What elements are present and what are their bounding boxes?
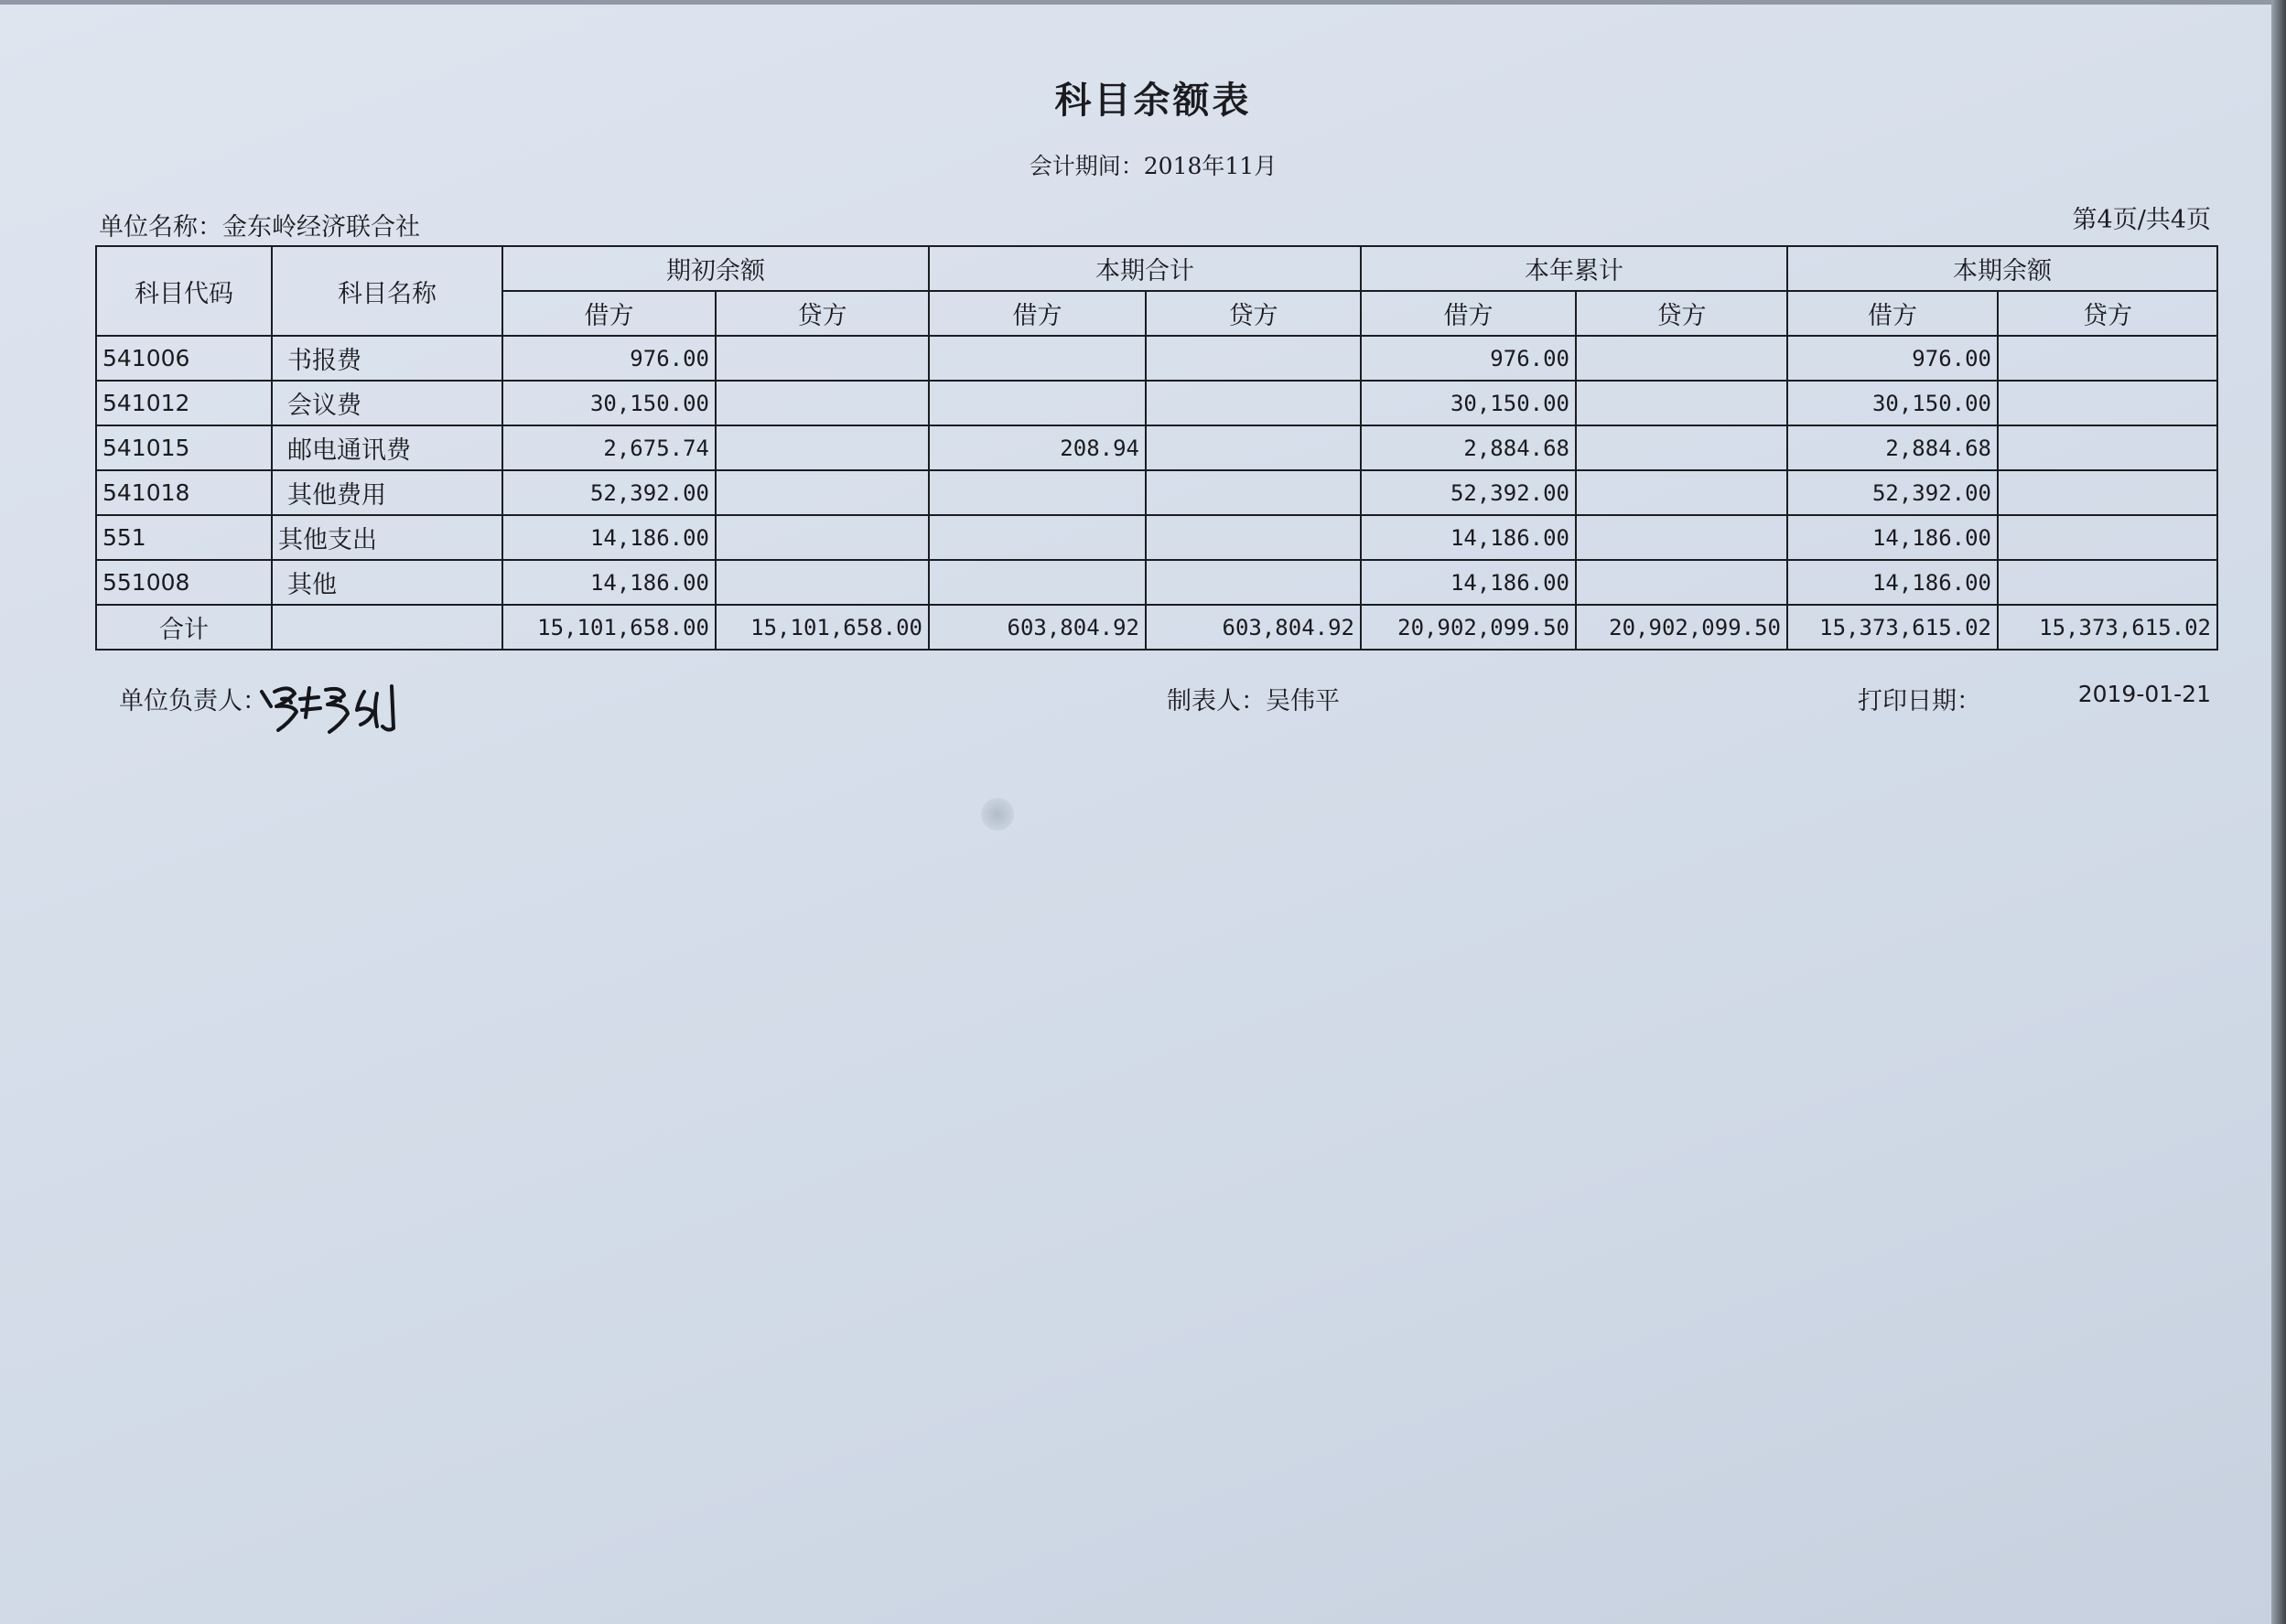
print-date: 2019-01-21 bbox=[2077, 681, 2211, 707]
total-label: 合计 bbox=[96, 605, 272, 650]
account-name: 会议费 bbox=[272, 381, 502, 425]
period-credit bbox=[1146, 470, 1361, 515]
table-row bbox=[96, 560, 2217, 605]
page-title: 科目余额表 bbox=[1054, 80, 1252, 122]
closing-credit bbox=[1998, 560, 2217, 605]
total-period-credit: 603,804.92 bbox=[1146, 605, 1361, 650]
paper-smudge bbox=[981, 798, 1014, 831]
opening-credit bbox=[716, 425, 929, 470]
total-ytd-credit: 20,902,099.50 bbox=[1576, 605, 1787, 650]
header-credit: 贷方 bbox=[716, 291, 929, 336]
header-opening-balance: 期初余额 bbox=[502, 246, 929, 291]
paper-top-edge bbox=[0, 0, 2286, 5]
unit-name: 单位名称：金东岭经济联合社 bbox=[99, 213, 420, 242]
period-debit bbox=[929, 381, 1146, 425]
ytd-credit bbox=[1576, 560, 1787, 605]
period-credit bbox=[1146, 381, 1361, 425]
ytd-credit bbox=[1576, 336, 1787, 381]
total-opening-credit: 15,101,658.00 bbox=[716, 605, 929, 650]
ytd-debit: 14,186.00 bbox=[1361, 515, 1576, 560]
account-code: 541015 bbox=[96, 425, 272, 470]
total-closing-debit: 15,373,615.02 bbox=[1787, 605, 1998, 650]
opening-credit bbox=[716, 336, 929, 381]
header-year-to-date: 本年累计 bbox=[1361, 246, 1787, 291]
header-debit: 借方 bbox=[929, 291, 1146, 336]
closing-credit bbox=[1998, 336, 2217, 381]
opening-credit bbox=[716, 470, 929, 515]
account-name: 书报费 bbox=[272, 336, 502, 381]
closing-credit bbox=[1998, 381, 2217, 425]
period-debit bbox=[929, 336, 1146, 381]
header-debit: 借方 bbox=[502, 291, 716, 336]
ytd-debit: 976.00 bbox=[1361, 336, 1576, 381]
account-code: 541018 bbox=[96, 470, 272, 515]
header-credit: 贷方 bbox=[1998, 291, 2217, 336]
table-row bbox=[96, 470, 2217, 515]
ytd-debit: 14,186.00 bbox=[1361, 560, 1576, 605]
opening-debit: 52,392.00 bbox=[502, 470, 716, 515]
closing-debit: 2,884.68 bbox=[1787, 425, 1998, 470]
opening-debit: 976.00 bbox=[502, 336, 716, 381]
period-debit bbox=[929, 560, 1146, 605]
ytd-credit bbox=[1576, 381, 1787, 425]
handwritten-signature-icon bbox=[258, 679, 423, 743]
table-maker: 制表人：吴伟平 bbox=[1167, 687, 1340, 715]
account-code: 551 bbox=[96, 515, 272, 560]
opening-debit: 14,186.00 bbox=[502, 515, 716, 560]
print-date-label: 打印日期： bbox=[1858, 687, 1981, 715]
opening-credit bbox=[716, 560, 929, 605]
total-row bbox=[96, 605, 2217, 650]
total-opening-debit: 15,101,658.00 bbox=[502, 605, 716, 650]
closing-debit: 30,150.00 bbox=[1787, 381, 1998, 425]
header-row-groups bbox=[96, 246, 2217, 291]
period-credit bbox=[1146, 425, 1361, 470]
total-ytd-debit: 20,902,099.50 bbox=[1361, 605, 1576, 650]
period-debit bbox=[929, 470, 1146, 515]
total-closing-credit: 15,373,615.02 bbox=[1998, 605, 2217, 650]
period-debit: 208.94 bbox=[929, 425, 1146, 470]
opening-debit: 2,675.74 bbox=[502, 425, 716, 470]
account-name: 其他支出 bbox=[272, 515, 502, 560]
account-code: 541006 bbox=[96, 336, 272, 381]
paper-right-edge bbox=[2271, 0, 2286, 1624]
account-name: 其他 bbox=[272, 560, 502, 605]
closing-credit bbox=[1998, 515, 2217, 560]
header-account-code: 科目代码 bbox=[96, 246, 272, 336]
opening-debit: 14,186.00 bbox=[502, 560, 716, 605]
header-closing-balance: 本期余额 bbox=[1787, 246, 2217, 291]
accounting-period: 会计期间：2018年11月 bbox=[1029, 153, 1278, 179]
header-credit: 贷方 bbox=[1146, 291, 1361, 336]
account-name: 其他费用 bbox=[272, 470, 502, 515]
total-period-debit: 603,804.92 bbox=[929, 605, 1146, 650]
header-debit: 借方 bbox=[1787, 291, 1998, 336]
table-row bbox=[96, 515, 2217, 560]
ytd-debit: 2,884.68 bbox=[1361, 425, 1576, 470]
header-period-total: 本期合计 bbox=[929, 246, 1361, 291]
ytd-debit: 52,392.00 bbox=[1361, 470, 1576, 515]
opening-credit bbox=[716, 515, 929, 560]
account-name: 邮电通讯费 bbox=[272, 425, 502, 470]
closing-debit: 14,186.00 bbox=[1787, 515, 1998, 560]
header-account-name: 科目名称 bbox=[272, 246, 502, 336]
total-name-empty bbox=[272, 605, 502, 650]
closing-credit bbox=[1998, 425, 2217, 470]
table-row bbox=[96, 425, 2217, 470]
unit-leader-label: 单位负责人： bbox=[119, 687, 267, 715]
account-code: 541012 bbox=[96, 381, 272, 425]
period-debit bbox=[929, 515, 1146, 560]
closing-credit bbox=[1998, 470, 2217, 515]
closing-debit: 52,392.00 bbox=[1787, 470, 1998, 515]
period-credit bbox=[1146, 560, 1361, 605]
header-debit: 借方 bbox=[1361, 291, 1576, 336]
table-row bbox=[96, 336, 2217, 381]
page-number: 第4页/共4页 bbox=[2072, 206, 2211, 234]
closing-debit: 976.00 bbox=[1787, 336, 1998, 381]
account-code: 551008 bbox=[96, 560, 272, 605]
opening-credit bbox=[716, 381, 929, 425]
period-credit bbox=[1146, 336, 1361, 381]
ytd-credit bbox=[1576, 515, 1787, 560]
ytd-credit bbox=[1576, 425, 1787, 470]
table-row bbox=[96, 381, 2217, 425]
ytd-debit: 30,150.00 bbox=[1361, 381, 1576, 425]
closing-debit: 14,186.00 bbox=[1787, 560, 1998, 605]
account-balance-table bbox=[95, 245, 2218, 651]
header-credit: 贷方 bbox=[1576, 291, 1787, 336]
ytd-credit bbox=[1576, 470, 1787, 515]
opening-debit: 30,150.00 bbox=[502, 381, 716, 425]
period-credit bbox=[1146, 515, 1361, 560]
